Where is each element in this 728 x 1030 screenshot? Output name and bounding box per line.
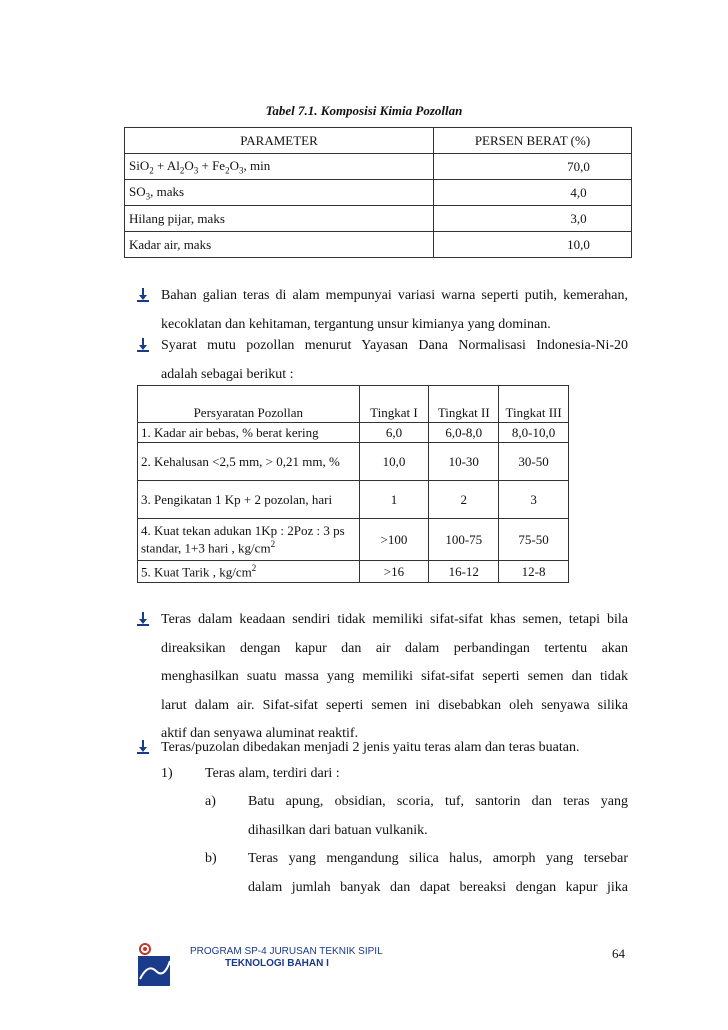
- table1-value: 70,0: [434, 154, 632, 180]
- table2-value: 1: [359, 481, 429, 519]
- paragraph-line: menghasilkan suatu massa yang memiliki sifat-sifat seperti semen dan tidak: [161, 669, 628, 684]
- table2-value: 6,0-8,0: [429, 423, 499, 443]
- table2-label: 1. Kadar air bebas, % berat kering: [138, 423, 360, 443]
- bullet-arrow-icon: [137, 338, 149, 352]
- list-number: 1): [161, 766, 173, 781]
- table2-value: 3: [499, 481, 569, 519]
- paragraph-teras-properties: [161, 606, 628, 749]
- table2-value: 75-50: [499, 519, 569, 561]
- sublist-label: a): [205, 794, 216, 809]
- table-row: [125, 232, 632, 258]
- table2-value: 8,0-10,0: [499, 423, 569, 443]
- table1-param: $SiO_2 + Al_2O_3 + Fe_2O_3$, min: [125, 154, 434, 180]
- table2-label: 2. Kehalusan <2,5 mm, > 0,21 mm, %: [138, 443, 360, 481]
- table2-value: 10,0: [359, 443, 429, 481]
- table-row: [138, 519, 569, 561]
- paragraph-line: dihasilkan dari batuan vulkanik.: [248, 822, 428, 838]
- pozollan-requirements-table: [137, 385, 569, 583]
- table1-title: Tabel 7.1. Komposisi Kimia Pozollan: [265, 103, 463, 118]
- table2-label: 3. Pengikatan 1 Kp + 2 pozolan, hari: [138, 481, 360, 519]
- table2-header-level2: Tingkat II: [429, 386, 499, 423]
- list-item-text: Teras alam, terdiri dari :: [205, 766, 340, 781]
- paragraph-line: Teras/puzolan dibedakan menjadi 2 jenis yaitu teras alam dan teras buatan.: [161, 740, 580, 755]
- table2-value: 100-75: [429, 519, 499, 561]
- paragraph-line: Bahan galian teras di alam mempunyai variasi warna seperti putih, kemerahan,: [161, 288, 628, 303]
- table1-header-percent: PERSEN BERAT (%): [434, 128, 632, 154]
- paragraph-line: dalam jumlah banyak dan dapat bereaksi dengan kapur jika: [248, 879, 628, 895]
- bullet-arrow-icon: [137, 288, 149, 302]
- page-number: 64: [612, 946, 625, 961]
- table2-label: 5. Kuat Tarik , $kg/cm^2$: [138, 561, 360, 583]
- table1-param: $SO_3$, maks: [125, 180, 434, 206]
- paragraph-line: Batu apung, obsidian, scoria, tuf, santorin dan teras yang: [248, 794, 628, 809]
- table1-value: 3,0: [434, 206, 632, 232]
- table2-value: 6,0: [359, 423, 429, 443]
- footer-course: TEKNOLOGI BAHAN I: [225, 958, 329, 969]
- institution-logo: [136, 941, 172, 987]
- table2-header-level3: Tingkat III: [499, 386, 569, 423]
- table2-value: >16: [359, 561, 429, 583]
- table2-value: 30-50: [499, 443, 569, 481]
- table2-value: 2: [429, 481, 499, 519]
- paragraph-line: Teras dalam keadaan sendiri tidak memiliki sifat-sifat khas semen, tetapi bila: [161, 612, 628, 627]
- table-row: [125, 154, 632, 180]
- paragraph-quality-requirements: [161, 332, 628, 389]
- table-row: [138, 481, 569, 519]
- paragraph-line: kecoklatan dan kehitaman, tergantung unsur kimianya yang dominan.: [161, 316, 551, 332]
- paragraph-line: Syarat mutu pozollan menurut Yayasan Dana Normalisasi Indonesia-Ni-20: [161, 338, 628, 353]
- paragraph-line: Teras yang mengandung silica halus, amorph yang tersebar: [248, 851, 628, 866]
- footer-program: PROGRAM SP-4 JURUSAN TEKNIK SIPIL: [190, 946, 383, 957]
- table-row: [125, 206, 632, 232]
- table-row: [138, 423, 569, 443]
- bullet-arrow-icon: [137, 612, 149, 626]
- bullet-arrow-icon: [137, 740, 149, 754]
- sublist-item-a: [248, 788, 628, 845]
- paragraph-line: direaksikan dengan kapur dan air dalam perbandingan tertentu akan: [161, 640, 628, 656]
- paragraph-line: aktif dan senyawa aluminat reaktif.: [161, 726, 359, 741]
- table2-value: 16-12: [429, 561, 499, 583]
- table2-value: 10-30: [429, 443, 499, 481]
- table2-header-level1: Tingkat I: [359, 386, 429, 423]
- composition-table: [124, 127, 632, 258]
- paragraph-line: larut dalam air. Sifat-sifat seperti semen ini disebabkan oleh senyawa silika: [161, 697, 628, 713]
- sublist-item-b: [248, 845, 628, 902]
- paragraph-line: adalah sebagai berikut :: [161, 366, 294, 382]
- paragraph-teras-types: [161, 734, 628, 763]
- table1-param: Kadar air, maks: [125, 232, 434, 258]
- table-row: [138, 561, 569, 583]
- table1-value: 4,0: [434, 180, 632, 206]
- table2-header-requirement: Persyaratan Pozollan: [138, 386, 360, 423]
- table1-value: 10,0: [434, 232, 632, 258]
- sublist-label: b): [205, 851, 217, 866]
- table-row: [125, 180, 632, 206]
- table1-param: Hilang pijar, maks: [125, 206, 434, 232]
- table1-header-parameter: PARAMETER: [125, 128, 434, 154]
- table2-value: 12-8: [499, 561, 569, 583]
- table2-value: >100: [359, 519, 429, 561]
- table2-label: 4. Kuat tekan adukan 1Kp : 2Poz : 3 ps standar, 1+3 hari , $kg/cm^2$: [138, 519, 360, 561]
- paragraph-color-variation: [161, 282, 628, 339]
- table-row: [138, 443, 569, 481]
